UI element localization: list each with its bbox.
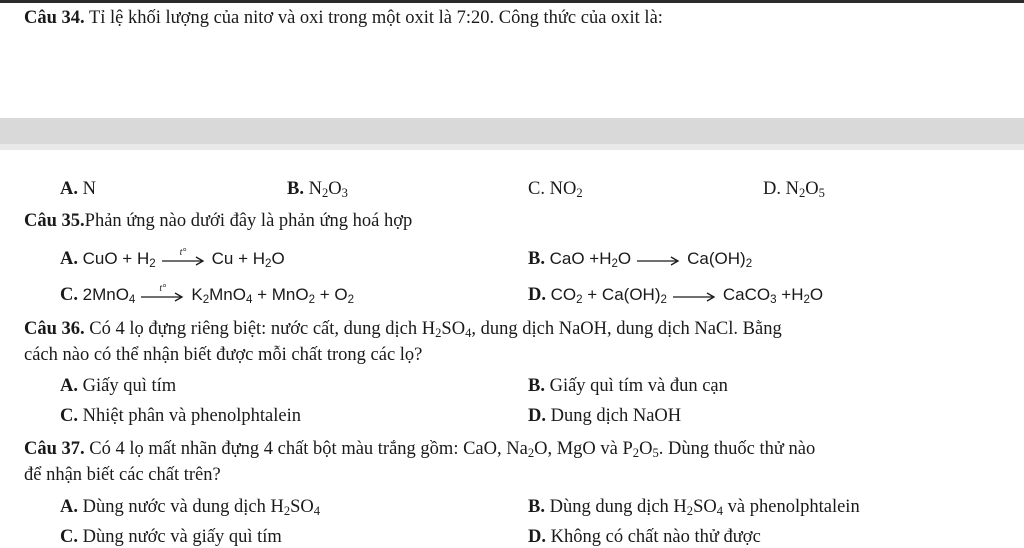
q36-option-b[interactable] xyxy=(528,375,728,397)
option-letter: A. xyxy=(60,497,78,517)
option-formula: $N_2O_5$ xyxy=(785,179,825,201)
option-formula: N xyxy=(82,179,96,199)
option-text: Giấy quì tím xyxy=(78,376,177,396)
option-letter: D. xyxy=(528,285,546,305)
q37-option-b[interactable] xyxy=(528,496,860,518)
page-gap-shadow xyxy=(0,144,1024,150)
question-35 xyxy=(24,210,412,232)
question-37 xyxy=(24,438,815,460)
option-equation: CaO $+H_2O$ $Ca(OH)_2$ xyxy=(549,249,753,270)
q37-option-d[interactable] xyxy=(528,526,761,548)
question-36-line2: cách nào có thể nhận biết được mỗi chất trong các lọ? xyxy=(24,345,423,365)
option-letter: D. xyxy=(528,406,546,426)
q35-option-a[interactable] xyxy=(60,248,285,270)
option-text: Dung dịch NaOH xyxy=(546,406,682,426)
q34-option-a[interactable] xyxy=(60,178,96,200)
option-letter: A. xyxy=(60,376,78,396)
q36-option-a[interactable] xyxy=(60,375,176,397)
question-36-label: Câu 36. xyxy=(24,319,85,339)
question-37-text: Có 4 lọ mất nhãn đựng 4 chất bột màu trắng gồm: CaO, $Na_2O$, MgO và $P_2O_5$. Dùng thuốc thử nào xyxy=(84,439,816,461)
option-formula: $N_2O_3$ xyxy=(308,179,348,201)
option-text: Dùng nước và dung dịch $H_2SO_4$ xyxy=(78,497,321,519)
option-letter: B. xyxy=(528,497,545,517)
option-letter: C. xyxy=(60,285,78,305)
question-37-label: Câu 37. xyxy=(24,439,85,459)
option-equation: $CO_2 + Ca(OH)_2$ CaCO$_3$ $+H_2O$ xyxy=(550,285,824,306)
option-letter: D. xyxy=(763,179,781,199)
q35-option-b[interactable] xyxy=(528,248,752,270)
option-text: Dùng dung dịch $H_2SO_4$ và phenolphtalein xyxy=(544,497,860,519)
option-equation: 2MnO$_4$ t° $K_2MnO_4 + MnO_2 + O_2$ xyxy=(83,285,354,304)
option-letter: A. xyxy=(60,179,78,199)
question-35-label: Câu 35. xyxy=(24,211,85,231)
option-text: Nhiệt phân và phenolphtalein xyxy=(78,406,301,426)
option-text: Dùng nước và giấy quì tím xyxy=(78,527,282,547)
page-gap xyxy=(0,118,1024,144)
option-text: Giấy quì tím và đun cạn xyxy=(544,376,728,396)
question-34-text: Tỉ lệ khối lượng của nitơ và oxi trong một oxit là 7:20. Công thức của oxit là: xyxy=(84,8,663,28)
question-34-label: Câu 34. xyxy=(24,8,85,28)
option-letter: B. xyxy=(287,179,304,199)
option-letter: B. xyxy=(528,376,545,396)
option-letter: B. xyxy=(528,249,545,269)
arrow-icon xyxy=(637,253,681,267)
option-text: Không có chất nào thử được xyxy=(546,527,761,547)
question-37-line2: để nhận biết các chất trên? xyxy=(24,465,221,485)
q35-option-d[interactable] xyxy=(528,284,823,306)
option-equation: CuO + $H_2$ t° $Cu + H_2O$ xyxy=(83,249,285,268)
option-letter: A. xyxy=(60,249,78,269)
arrow-icon xyxy=(673,289,717,303)
arrow-icon xyxy=(141,282,185,303)
arrow-label: t° xyxy=(179,246,187,258)
q34-option-d[interactable] xyxy=(763,178,825,200)
question-35-text: Phản ứng nào dưới đây là phản ứng hoá hợp xyxy=(84,211,413,231)
q37-option-a[interactable] xyxy=(60,496,320,518)
q35-option-c[interactable] xyxy=(60,284,354,306)
option-formula: $NO_2$ xyxy=(549,179,583,201)
option-letter: C. xyxy=(528,179,545,199)
arrow-icon xyxy=(162,246,206,267)
q34-option-c[interactable] xyxy=(528,178,583,200)
question-36-text: Có 4 lọ đựng riêng biệt: nước cất, dung dịch $H_2SO_4$, dung dịch NaOH, dung dịch NaCl. Bằng xyxy=(84,319,782,341)
option-letter: C. xyxy=(60,527,78,547)
arrow-label: t° xyxy=(159,282,167,294)
question-36 xyxy=(24,318,782,340)
option-letter: D. xyxy=(528,527,546,547)
option-letter: C. xyxy=(60,406,78,426)
q34-option-b[interactable] xyxy=(287,178,348,200)
question-34 xyxy=(24,7,663,29)
q37-option-c[interactable] xyxy=(60,526,282,548)
q36-option-d[interactable] xyxy=(528,405,681,427)
q36-option-c[interactable] xyxy=(60,405,301,427)
top-border xyxy=(0,0,1024,3)
